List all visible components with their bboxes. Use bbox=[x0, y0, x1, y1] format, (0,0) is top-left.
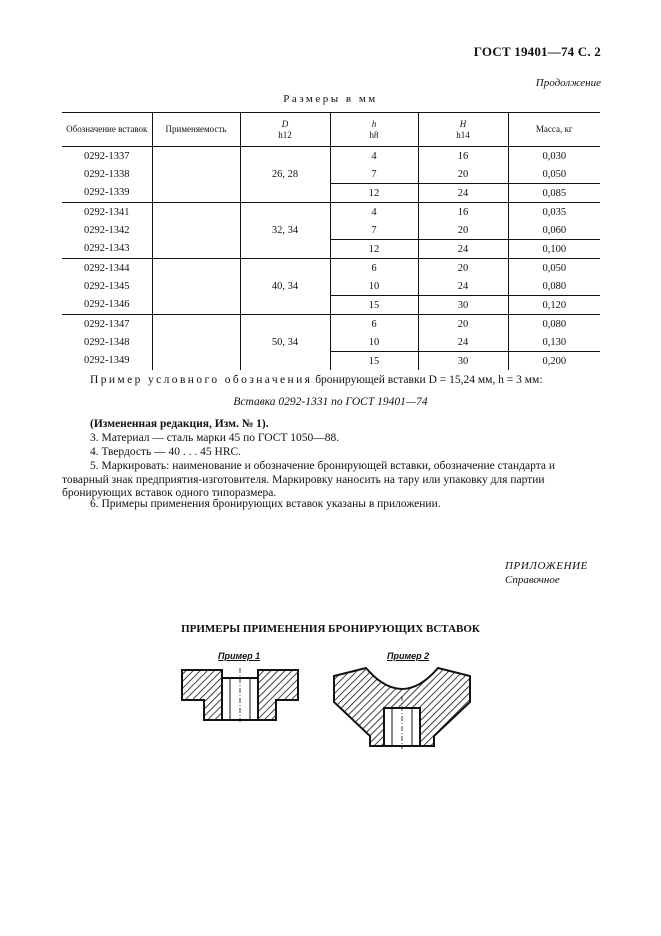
cell-mass: 0,200 bbox=[508, 352, 600, 371]
cell-mass: 0,050 bbox=[508, 259, 600, 278]
cell-D: 40, 34 bbox=[240, 259, 330, 315]
cell-h: 4 bbox=[330, 203, 418, 222]
col-header-H-symbol: H bbox=[459, 118, 467, 129]
cell-H: 24 bbox=[418, 184, 508, 203]
example1-label: Пример 1 bbox=[218, 651, 261, 661]
cell-H: 20 bbox=[418, 165, 508, 184]
cell-H: 20 bbox=[418, 221, 508, 240]
cell-H: 16 bbox=[418, 203, 508, 222]
table-body bbox=[62, 147, 600, 371]
table-header-row bbox=[62, 113, 600, 147]
item-hardness: 4. Твердость — 40 . . . 45 HRC. bbox=[90, 446, 242, 458]
cell-h: 12 bbox=[330, 184, 418, 203]
example-designation: Вставка 0292-1331 по ГОСТ 19401—74 bbox=[233, 396, 428, 408]
table-row bbox=[62, 165, 600, 184]
page-header: ГОСТ 19401—74 С. 2 bbox=[473, 44, 601, 59]
col-header-h bbox=[330, 113, 418, 147]
item-examples: 6. Примеры применения бронирующих вставок указаны в приложении. bbox=[90, 498, 441, 510]
table-row bbox=[62, 184, 600, 203]
cell-designation: 0292-1344 bbox=[62, 259, 152, 278]
cell-D: 26, 28 bbox=[240, 147, 330, 203]
cell-mass: 0,085 bbox=[508, 184, 600, 203]
item-marking: 5. Маркировать: наименование и обозначение бронирующей вставки, обозначение стандарта и товарный знак предприятия-изготовителя. Маркировку наносить на тару или упаковку для партии бронирующих вставок одного типоразмера. bbox=[62, 460, 556, 499]
cell-designation: 0292-1345 bbox=[84, 280, 130, 292]
cell-D: 32, 34 bbox=[240, 203, 330, 259]
col-header-mass: Масса, кг bbox=[508, 113, 600, 147]
inserts-table bbox=[62, 112, 600, 370]
example-label: Пример условного обозначения bbox=[90, 374, 313, 386]
cell-designation: 0292-1349 bbox=[84, 355, 130, 367]
col-header-H-tolerance: h14 bbox=[456, 129, 470, 140]
cell-designation: 0292-1346 bbox=[84, 299, 130, 311]
cell-h: 15 bbox=[330, 296, 418, 315]
table-row bbox=[62, 240, 600, 259]
cell-designation: 0292-1348 bbox=[84, 336, 130, 348]
cell-H: 30 bbox=[418, 352, 508, 371]
cell-mass: 0,030 bbox=[508, 147, 600, 166]
col-header-H bbox=[418, 113, 508, 147]
cell-h: 7 bbox=[330, 165, 418, 184]
cell-applicability bbox=[152, 184, 240, 203]
cell-H: 20 bbox=[418, 259, 508, 278]
example-text: бронирующей вставки D = 15,24 мм, h = 3 мм: bbox=[312, 374, 543, 386]
table-row bbox=[62, 296, 600, 315]
cell-H: 24 bbox=[418, 277, 508, 296]
cell-H: 30 bbox=[418, 296, 508, 315]
table-row bbox=[62, 333, 600, 352]
cell-H: 16 bbox=[418, 147, 508, 166]
cell-mass: 0,035 bbox=[508, 203, 600, 222]
cell-D: 50, 34 bbox=[240, 315, 330, 371]
cell-applicability bbox=[152, 352, 240, 371]
table-row bbox=[62, 315, 600, 334]
cell-h: 10 bbox=[330, 333, 418, 352]
cell-h: 10 bbox=[330, 277, 418, 296]
col-header-designation: Обозначение вставок bbox=[62, 113, 152, 147]
item-material: 3. Материал — сталь марки 45 по ГОСТ 1050—88. bbox=[90, 432, 340, 444]
cell-applicability bbox=[152, 203, 240, 222]
cell-h: 12 bbox=[330, 240, 418, 259]
appendix-reference: Справочное bbox=[505, 574, 560, 586]
example2-figure bbox=[330, 662, 474, 750]
dimensions-caption: Размеры в мм bbox=[283, 93, 378, 105]
cell-applicability bbox=[152, 259, 240, 278]
col-header-applicability: Применяемость bbox=[152, 113, 240, 147]
cell-applicability bbox=[152, 165, 240, 184]
cell-h: 6 bbox=[330, 259, 418, 278]
col-header-D-tolerance: h12 bbox=[278, 129, 292, 140]
cell-mass: 0,130 bbox=[508, 333, 600, 352]
cell-applicability bbox=[152, 221, 240, 240]
cell-designation: 0292-1341 bbox=[62, 203, 152, 222]
cell-applicability bbox=[152, 277, 240, 296]
col-header-D bbox=[240, 113, 330, 147]
cell-H: 24 bbox=[418, 240, 508, 259]
cell-applicability bbox=[152, 333, 240, 352]
appendix-label: ПРИЛОЖЕНИЕ bbox=[505, 560, 588, 572]
cell-mass: 0,100 bbox=[508, 240, 600, 259]
cell-mass: 0,080 bbox=[508, 277, 600, 296]
appendix-title: ПРИМЕРЫ ПРИМЕНЕНИЯ БРОНИРУЮЩИХ ВСТАВОК bbox=[181, 623, 480, 635]
cell-designation: 0292-1343 bbox=[84, 243, 130, 255]
cell-mass: 0,050 bbox=[508, 165, 600, 184]
table-row bbox=[62, 277, 600, 296]
col-header-D-symbol: D bbox=[281, 118, 289, 129]
cell-H: 24 bbox=[418, 333, 508, 352]
cell-designation: 0292-1347 bbox=[62, 315, 152, 334]
cell-applicability bbox=[152, 147, 240, 166]
cell-applicability bbox=[152, 296, 240, 315]
cell-designation: 0292-1339 bbox=[84, 187, 130, 199]
cell-h: 4 bbox=[330, 147, 418, 166]
cell-designation: 0292-1337 bbox=[62, 147, 152, 166]
cell-designation: 0292-1338 bbox=[84, 168, 130, 180]
cell-h: 6 bbox=[330, 315, 418, 334]
cell-H: 20 bbox=[418, 315, 508, 334]
cell-applicability bbox=[152, 315, 240, 334]
table-row bbox=[62, 203, 600, 222]
cell-applicability bbox=[152, 240, 240, 259]
example2-label: Пример 2 bbox=[387, 651, 430, 661]
col-header-h-tolerance: h8 bbox=[369, 129, 379, 140]
table-row bbox=[62, 147, 600, 166]
continuation-label: Продолжение bbox=[535, 77, 601, 89]
col-header-h-symbol: h bbox=[371, 118, 377, 129]
cell-mass: 0,120 bbox=[508, 296, 600, 315]
revision-note: (Измененная редакция, Изм. № 1). bbox=[90, 418, 269, 430]
example1-figure bbox=[178, 664, 302, 724]
cell-h: 15 bbox=[330, 352, 418, 371]
cell-mass: 0,060 bbox=[508, 221, 600, 240]
table-row bbox=[62, 259, 600, 278]
cell-designation: 0292-1342 bbox=[84, 224, 130, 236]
table-row bbox=[62, 352, 600, 371]
table-row bbox=[62, 221, 600, 240]
cell-h: 7 bbox=[330, 221, 418, 240]
cell-mass: 0,080 bbox=[508, 315, 600, 334]
example-line bbox=[90, 374, 543, 386]
